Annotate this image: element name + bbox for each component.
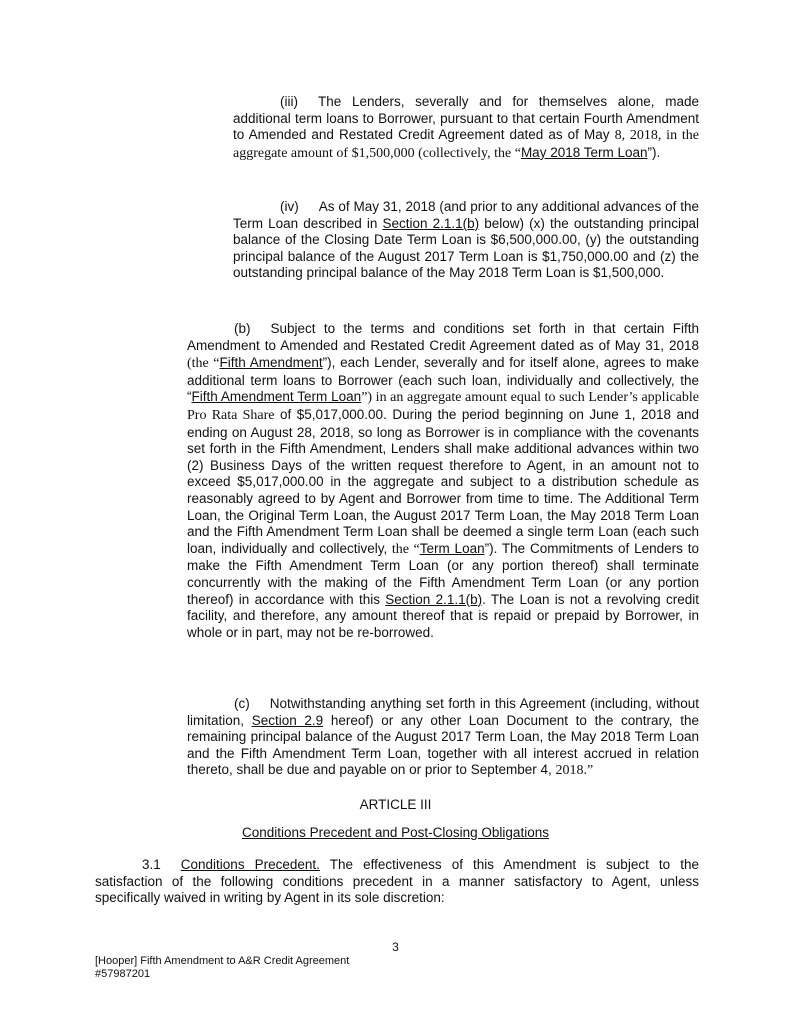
paragraph-text: ”). The Commitments of Lenders to make the Fifth Amendment Term Loan (or any portion thereof) shall terminate concurrently with the making of the Fifth Amendment Term Loan (or any portion thereof) in accordance with this [187,540,699,607]
paragraph-text: of $5,017,000.00. During the period beginning on June 1, 2018 and ending on August 28, 2018, so long as Borrower is in compliance with the covenants set forth in the Fifth Amendment, Lenders shall make additional advances within two (2) Business Days of the written request therefore to Agent, in an amount not to exceed $5,017,000.00 in the aggregate and subject to a distribution schedule as reasonably agreed to by Agent and Borrower from time to time. The Additional Term Loan, the Original Term Loan, the August 2017 Term Loan, the May 2018 Term Loan and the Fifth Amendment Term Loan shall be deemed a single term Loan (each such loan, individually and collectively, [187,406,700,556]
paragraph-text-end: . The Loan is not a revolving credit facility, and therefore, any amount thereof that is repaid or prepaid by Borrower, in whole or in part, may not be re-borrowed. [187,591,699,640]
paragraph-text-serif: the “ [387,541,420,557]
footer-title: [Hooper] Fifth Amendment to A&R Credit Agreement [95,955,350,967]
paragraph-text-serif: (the “ [187,356,220,372]
defined-term-fifth-amendment-term-loan: Fifth Amendment Term Loan [191,389,362,405]
paragraph-number: (c) [234,696,250,711]
paragraph-text-serif: ”) in an aggregate amount equal to such Lender’s applicable Pro Rata Share [187,390,699,423]
paragraph-text: Notwithstanding anything set forth in this Agreement (including, without limitation, [187,696,699,728]
article-title: ARTICLE III [359,797,432,812]
defined-term-fifth-amendment: Fifth Amendment [219,355,323,371]
defined-term-may-2018-term-loan: May 2018 Term Loan [520,144,648,160]
document-footer [95,955,349,981]
paragraph-b [187,321,699,641]
paragraph-text-serif: 8, 2018, in the aggregate amount of $1,500,000 (collectively, the “ [233,128,699,161]
paragraph-text: hereof) or any other Loan Document to the contrary, the remaining principal balance of the August 2017 Term Loan, the May 2018 Term Loan and the Fifth Amendment Term Loan, together with all interest accrued in relation thereto, shall be due and payable on or prior to September 4, [187,712,699,778]
paragraph-c [187,696,699,780]
section-reference: Section 2.1.1(b) [385,591,483,607]
section-reference: Section 2.1.1(b) [382,215,480,231]
paragraph-iv [233,199,699,282]
article-subtitle: Conditions Precedent and Post-Closing Obligations [242,825,549,840]
paragraph-iii [233,94,699,162]
paragraph-text: ”), each Lender, severally and for itself alone, agrees to make additional term loans to Borrower (each such loan, individually and collectively, the “ [187,355,700,405]
section-heading: Conditions Precedent. [180,857,320,872]
defined-term-term-loan: Term Loan [419,540,485,556]
paragraph-text-end: below) (x) the outstanding principal balance of the Closing Date Term Loan is $6,500,000.00, (y) the outstanding principal balance of the August 2017 Term Loan is $1,750,000.00 and (z) the outstanding principal balance of the May 2018 Term Loan is $1,500,000. [233,215,699,281]
section-text: The effectiveness of this Amendment is subject to the satisfaction of the following conditions precedent in a manner satisfactory to Agent, unless specifically waived in writing by Agent in its sole discretion: [95,857,699,906]
paragraph-text: The Lenders, severally and for themselves alone, made additional term loans to Borrower, pursuant to that certain Fourth Amendment to Amended and Restated Credit Agreement dated as of May [233,94,699,143]
footer-doc-id: #57987201 [95,968,151,980]
page-number: 3 [392,940,399,954]
paragraph-text-serif: 2018.” [555,763,594,779]
section-number: 3.1 [142,857,161,872]
section-3-1 [95,857,699,907]
paragraph-number: (iv) [280,199,299,214]
paragraph-text: Subject to the terms and conditions set forth in that certain Fifth Amendment to Amended and Restated Credit Agreement dated as of May 31, 2018 [187,321,699,353]
paragraph-number: (iii) [280,94,298,109]
section-reference: Section 2.9 [251,712,324,728]
paragraph-number: (b) [234,321,251,336]
paragraph-text-end: ”). [647,144,661,160]
paragraph-text: As of May 31, 2018 (and prior to any additional advances of the Term Loan described in [233,199,699,231]
